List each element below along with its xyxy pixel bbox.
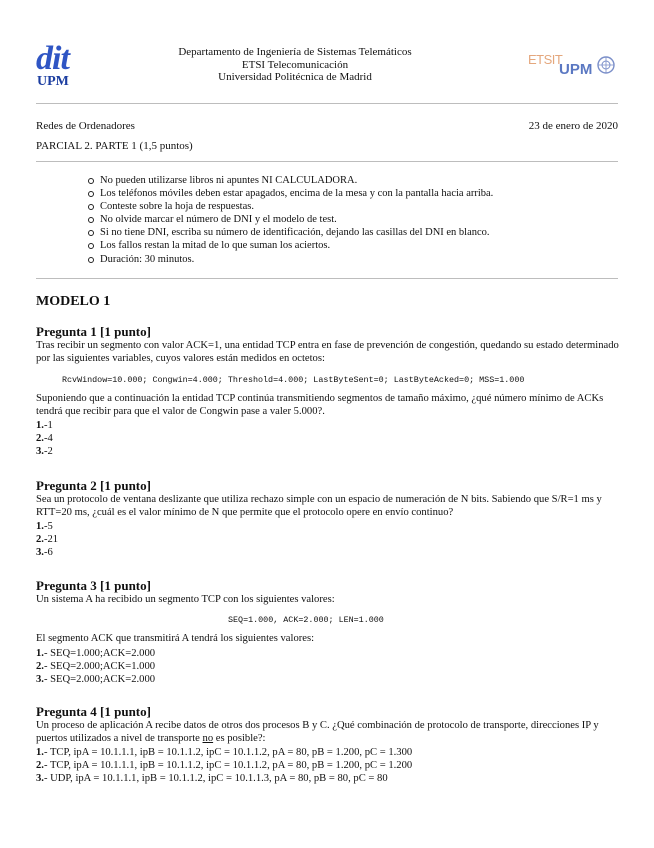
question-2-title: Pregunta 2 [1 punto] <box>36 478 151 493</box>
model-title: MODELO 1 <box>36 294 111 309</box>
department-line: Departamento de Ingeniería de Sistemas Telemáticos <box>178 46 412 58</box>
question-1-option: 3.-2 <box>36 446 53 458</box>
question-3-title: Pregunta 3 [1 punto] <box>36 578 151 593</box>
question-2-text: Sea un protocolo de ventana deslizante que utiliza rechazo simple con un espacio de numeración de N bits. Sabiendo que S/R=1 ms y RTT=20 ms, ¿cuál es el valor mínimo de N que permite que el protocolo opere en envío continuo? <box>36 494 602 518</box>
department-header <box>150 46 440 84</box>
dit-upm-logo <box>36 42 86 92</box>
question-2-option: 3.-6 <box>36 547 53 559</box>
exam-title: PARCIAL 2. PARTE 1 (1,5 puntos) <box>36 140 193 152</box>
question-2-option: 2.-21 <box>36 534 59 546</box>
question-2-options <box>36 520 58 560</box>
rule-item: No olvide marcar el número de DNI y el modelo de test. <box>88 213 493 226</box>
dit-logo-mark: dit <box>36 40 69 77</box>
question-1-code: RcvWindow=10.000; Congwin=4.000; Threshold=4.000; LastByteSent=0; LastByteAcked=0; MSS=1.000 <box>62 375 525 385</box>
upm-seal-icon <box>596 55 616 75</box>
title-divider <box>36 161 618 162</box>
question-3-option: 2.- SEQ=2.000;ACK=1.000 <box>36 661 156 673</box>
question-3-options <box>36 647 155 687</box>
rules-divider <box>36 278 618 279</box>
question-1-options <box>36 419 53 459</box>
question-3-text2: El segmento ACK que transmitirá A tendrá los siguientes valores: <box>36 633 315 644</box>
upm-logo-text: UPM <box>37 74 69 89</box>
rule-item: Duración: 30 minutos. <box>88 253 493 266</box>
question-4-title: Pregunta 4 [1 punto] <box>36 704 151 719</box>
question-4-options <box>36 746 412 786</box>
school-line: ETSI Telecomunicación <box>241 58 349 71</box>
question-4-option: 2.- TCP, ipA = 10.1.1.1, ipB = 10.1.1.2, ipC = 10.1.1.2, pA = 80, pB = 1.200, pC = 1.200 <box>36 760 413 772</box>
upm-logo-mark: UPM <box>559 61 593 78</box>
question-3-option: 3.- SEQ=2.000;ACK=2.000 <box>36 674 156 686</box>
rule-item: No pueden utilizarse libros ni apuntes NI CALCULADORA. <box>88 174 493 187</box>
question-3-code: SEQ=1.000, ACK=2.000; LEN=1.000 <box>228 615 384 625</box>
university-line: Universidad Politécnica de Madrid <box>218 71 372 83</box>
question-1-title: Pregunta 1 [1 punto] <box>36 324 151 339</box>
underlined-no: no <box>202 732 214 744</box>
rule-item: Los fallos restan la mitad de lo que suman los aciertos. <box>88 239 493 252</box>
exam-date: 23 de enero de 2020 <box>528 120 618 132</box>
exam-rules-list <box>88 174 493 266</box>
question-1-option: 2.-4 <box>36 433 53 445</box>
question-4-text: Un proceso de aplicación A recibe datos de otros dos procesos B y C. ¿Qué combinación de protocolo de transporte, direcciones IP y puertos utilizados a nivel de transporte no es posible?: <box>36 720 599 744</box>
course-name: Redes de Ordenadores <box>36 120 135 132</box>
question-3-text: Un sistema A ha recibido un segmento TCP con los siguientes valores: <box>36 594 335 605</box>
etsit-logo-mark: ETSIT <box>528 52 563 67</box>
etsit-upm-logo <box>524 52 624 82</box>
question-1-text: Tras recibir un segmento con valor ACK=1, una entidad TCP entra en fase de prevención de congestión, quedando su estado determinado por las siguientes variables, cuyos valores están medidos en octetos: <box>36 340 619 364</box>
question-1-option: 1.-1 <box>36 420 53 431</box>
question-4-option: 3.- UDP, ipA = 10.1.1.1, ipB = 10.1.1.2, ipC = 10.1.1.3, pA = 80, pB = 80, pC = 80 <box>36 773 388 785</box>
header-divider <box>36 103 618 104</box>
question-4-option: 1.- TCP, ipA = 10.1.1.1, ipB = 10.1.1.2, ipC = 10.1.1.2, pA = 80, pB = 1.200, pC = 1.300 <box>36 747 413 758</box>
rule-item: Los teléfonos móviles deben estar apagados, encima de la mesa y con la pantalla hacia arriba. <box>88 187 493 200</box>
rule-item: Si no tiene DNI, escriba su número de identificación, dejando las casillas del DNI en blanco. <box>88 226 493 239</box>
rule-item: Conteste sobre la hoja de respuestas. <box>88 200 493 213</box>
question-3-option: 1.- SEQ=1.000;ACK=2.000 <box>36 648 156 659</box>
question-2-option: 1.-5 <box>36 521 53 532</box>
question-1-text2: Suponiendo que a continuación la entidad TCP continúa transmitiendo segmentos de tamaño máximo, ¿qué número mínimo de ACKs tendrá que recibir para que el valor de Congwin pase a valer 5.000?. <box>36 393 604 417</box>
